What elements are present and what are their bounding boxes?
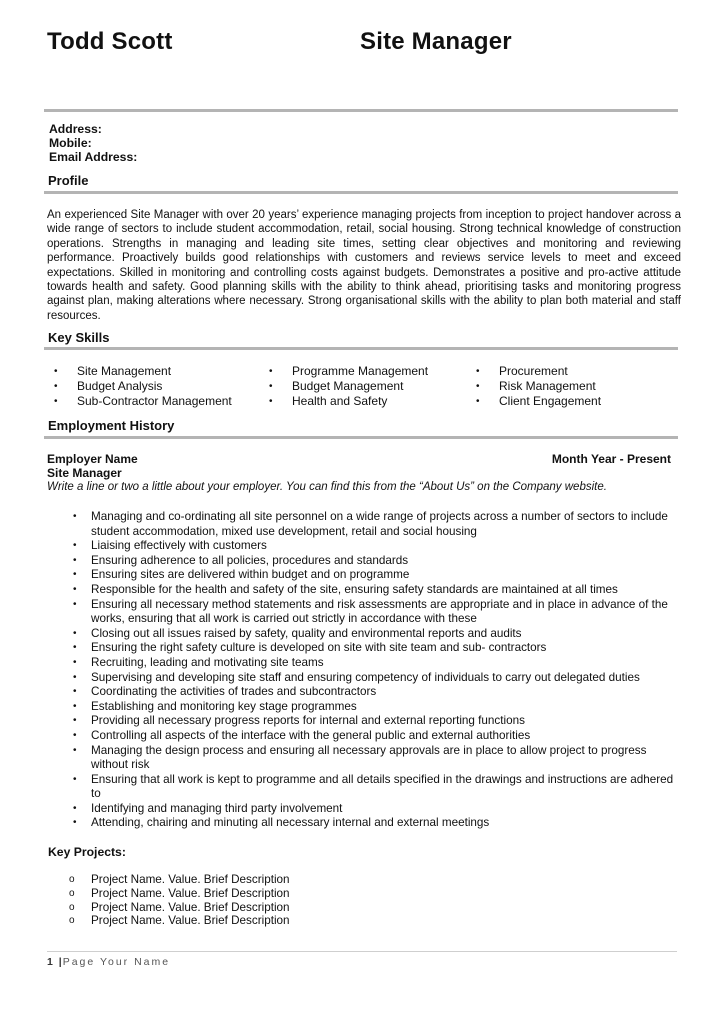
duty-item: • Ensuring all necessary method statements and risk assessments are appropriate and in place in advance of the works, ensuring that all work is carried out strictly in accordance with these	[47, 598, 677, 627]
skill-item: • Client Engagement	[474, 394, 601, 409]
duty-item: • Supervising and developing site staff and ensuring competency of individuals to carry out delegated duties	[47, 671, 677, 686]
duty-item: • Recruiting, leading and motivating site teams	[47, 656, 677, 671]
employer-description: Write a line or two a little about your employer. You can find this from the “About Us” on the Company website.	[47, 481, 607, 493]
skill-item: • Sub-Contractor Management	[52, 394, 232, 409]
job-title: Site Manager	[360, 28, 512, 55]
skill-item: • Health and Safety	[267, 394, 428, 409]
employment-dates: Month Year - Present	[551, 452, 671, 466]
skill-item: • Budget Analysis	[52, 379, 232, 394]
duty-item: • Closing out all issues raised by safety, quality and environmental reports and audits	[47, 627, 677, 642]
section-heading-key-skills: Key Skills	[48, 330, 110, 345]
footer-divider	[47, 951, 677, 952]
skill-item: • Site Management	[52, 364, 232, 379]
project-item: o Project Name. Value. Brief Description	[47, 901, 290, 915]
duty-item: • Ensuring the right safety culture is developed on site with site team and sub- contractors	[47, 641, 677, 656]
header-divider	[44, 109, 678, 112]
section-heading-profile: Profile	[48, 173, 89, 188]
candidate-name: Todd Scott	[47, 28, 173, 55]
skill-item: • Risk Management	[474, 379, 601, 394]
profile-paragraph: An experienced Site Manager with over 20 years’ experience managing projects from inception to project handover across a wide range of sectors to include student accommodation, retail, social housing. Strong technical knowledge of construction operations. Strengths in managing and leading site times, setting clear objectives and monitoring and reviewing performance. Proactively builds good relationships with customers and reviews service levels to meet and exceed expectations. Skilled in monitoring and controlling costs against budgets. Demonstrates a positive and pro-active attitude towards health and safety. Good planning skills with the ability to think ahead, prioritising tasks and monitoring progress against plan, making alterations where necessary. Strong organisational skills with the ability to plan both material and staff resources.	[47, 209, 681, 322]
project-item: o Project Name. Value. Brief Description	[47, 887, 290, 901]
skills-column-1	[52, 364, 232, 409]
employer-name: Employer Name	[47, 452, 138, 466]
mobile-label: Mobile:	[49, 136, 92, 150]
footer-separator: |	[58, 956, 63, 968]
employment-header	[47, 452, 671, 480]
section-heading-employment: Employment History	[48, 418, 175, 433]
duty-item: • Identifying and managing third party involvement	[47, 802, 677, 817]
duty-item: • Ensuring adherence to all policies, procedures and standards	[47, 554, 677, 569]
employment-divider	[44, 436, 678, 439]
email-label: Email Address:	[49, 150, 138, 164]
duty-item: • Managing and co-ordinating all site personnel on a wide range of projects across a number of sectors to include student accommodation, mixed use development, retail and social housing	[47, 510, 677, 539]
projects-list	[47, 873, 290, 928]
skill-item: • Programme Management	[267, 364, 428, 379]
duty-item: • Establishing and monitoring key stage programmes	[47, 700, 677, 715]
duty-item: • Coordinating the activities of trades and subcontractors	[47, 685, 677, 700]
footer-label: Page Your Name	[62, 956, 171, 968]
duty-item: • Responsible for the health and safety of the site, ensuring safety standards are maintained at all times	[47, 583, 677, 598]
key-skills-divider	[44, 347, 678, 350]
employment-role: Site Manager	[47, 466, 122, 480]
project-item: o Project Name. Value. Brief Description	[47, 873, 290, 887]
skills-column-3	[474, 364, 601, 409]
project-item: o Project Name. Value. Brief Description	[47, 914, 290, 928]
page-footer	[47, 956, 170, 968]
profile-divider	[44, 191, 678, 194]
duty-item: • Managing the design process and ensuring all necessary approvals are in place to allow project to progress without risk	[47, 744, 677, 773]
duty-item: • Ensuring sites are delivered within budget and on programme	[47, 568, 677, 583]
section-heading-key-projects: Key Projects:	[48, 845, 126, 859]
skills-column-2	[267, 364, 428, 409]
contact-block	[49, 122, 137, 164]
skill-item: • Procurement	[474, 364, 601, 379]
duties-list	[47, 510, 677, 831]
duty-item: • Controlling all aspects of the interface with the general public and external authorities	[47, 729, 677, 744]
address-label: Address:	[49, 122, 102, 136]
skill-item: • Budget Management	[267, 379, 428, 394]
duty-item: • Liaising effectively with customers	[47, 539, 677, 554]
page-number: 1	[47, 956, 54, 968]
duty-item: • Providing all necessary progress reports for internal and external reporting functions	[47, 714, 677, 729]
duty-item: • Ensuring that all work is kept to programme and all details specified in the drawings and instructions are adhered to	[47, 773, 677, 802]
duty-item: • Attending, chairing and minuting all necessary internal and external meetings	[47, 816, 677, 831]
